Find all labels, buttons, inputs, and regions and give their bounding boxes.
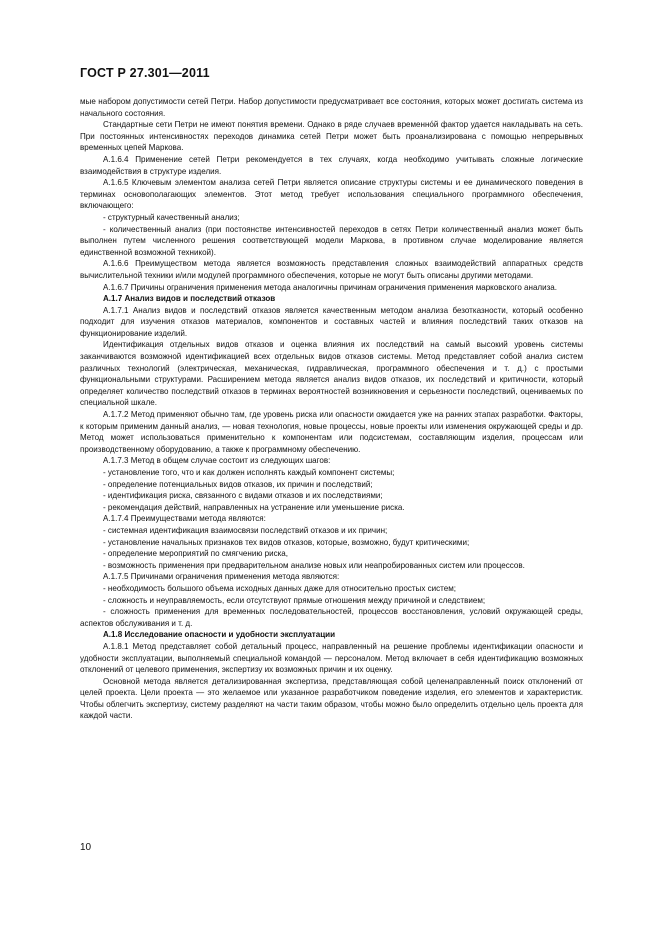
list-item: - установление того, что и как должен исполнять каждый компонент системы; [103, 468, 395, 477]
paragraph: А.1.7.1 Анализ видов и последствий отказов является качественным методом анализа безотказности, который особенно подходит для изучения отказов материалов, компонентов и составных частей и влияния последствий таких отказов на функционирование изделий. [80, 305, 583, 338]
section-heading: А.1.8 Исследование опасности и удобности эксплуатации [103, 630, 336, 640]
list-item: - определение потенциальных видов отказов, их причин и последствий; [103, 479, 373, 489]
list-item: - определение мероприятий по смягчению риска, [103, 549, 288, 559]
list-item: - количественный анализ (при постоянстве интенсивностей переходов в сетях Петри количественный анализ может быть выполнен путем численного решения соответствующей модели Маркова, в противном случае моделирование является единственной возможной техникой). [80, 224, 583, 257]
standard-header: ГОСТ Р 27.301—2011 [80, 66, 210, 80]
page-number: 10 [80, 842, 92, 853]
list-item: - установление начальных признаков тех видов отказов, которые, возможно, будут критическими; [103, 537, 470, 547]
paragraph: А.1.6.7 Причины ограничения применения метода аналогичны причинам ограничения применения марковского анализа. [103, 282, 558, 292]
list-item: - сложность применения для временных последовательностей, процессов восстановления, условий окружающей среды, аспектов обслуживания и т. д. [80, 607, 583, 628]
paragraph: Идентификация отдельных видов отказов и оценка влияния их последствий на самый высокий уровень системы заканчиваются возможной идентификацией всех отдельных видов отказов системы. Метод представляет собой анализ систем различных технологий (электрическая, механическая, гидравлическая, программного обеспечения и т. д.) с простыми функциональными структурами. Расширением метода является анализ видов отказов, их последствий и критичности, который определяет количество последствий отказов в терминах вероятностей возникновения и серьезности последствий, оцениваемых по специальной шкале. [80, 340, 583, 408]
list-item: - возможность применения при предварительном анализе новых или неапробированных систем или процессов. [103, 560, 525, 570]
paragraph: Основной метода является детализированная экспертиза, представляющая собой целенаправленный поиск отклонений от целей проекта. Цели проекта — это желаемое или указанное разработчиком поведение изделия, его элементов и характеристик. Чтобы облегчить экспертизу, систему разделяют на части таким образом, чтобы можно было определить отдельно цель проекта для каждой части. [80, 676, 583, 721]
list-item: - идентификация риска, связанного с видами отказов и их последствиями; [103, 491, 383, 501]
paragraph: А.1.7.3 Метод в общем случае состоит из следующих шагов: [103, 456, 331, 466]
document-body [80, 96, 583, 722]
list-item: - структурный качественный анализ; [103, 212, 240, 222]
paragraph: А.1.7.5 Причинами ограничения применения метода являются: [103, 572, 340, 582]
paragraph: А.1.6.4 Применение сетей Петри рекомендуется в тех случаях, когда необходимо учитывать сложные логические взаимодействия в структуре изделия. [80, 154, 583, 176]
paragraph: А.1.8.1 Метод представляет собой детальный процесс, направленный на решение проблемы идентификации опасности и удобности эксплуатации, выполняемый специальной командой — персоналом. Метод включает в себя идентификацию возможных отклонений от целевого применения, экспертизу их возможных причин и их оценку. [80, 641, 583, 675]
list-item: - необходимость большого объема исходных данных даже для относительно простых систем; [103, 583, 456, 593]
list-item: - рекомендация действий, направленных на устранение или уменьшение риска. [103, 502, 405, 512]
section-heading: А.1.7 Анализ видов и последствий отказов [103, 294, 276, 304]
paragraph: Стандартные сети Петри не имеют понятия времени. Однако в ряде случаев временно́й фактор удается накладывать на сеть. При постоянных интенсивностях переходов динамика сетей Петри может быть проанализирована с помощью непрерывных временных цепей Маркова. [80, 120, 583, 153]
list-item: - системная идентификация взаимосвязи последствий отказов и их причин; [103, 525, 388, 535]
paragraph: мые набором допустимости сетей Петри. Набор допустимости предусматривает все состояния, которых может достигать система из начального состояния. [80, 97, 583, 118]
paragraph: А.1.6.6 Преимуществом метода является возможность представления сложных взаимодействий аппаратных средств вычислительной техники и/или модулей программного обеспечения, которые не могут быть описаны другими методами. [80, 259, 583, 280]
paragraph: А.1.7.4 Преимуществами метода являются: [103, 514, 266, 524]
list-item: - сложность и неуправляемость, если отсутствуют прямые отношения между причиной и следствием; [103, 595, 486, 605]
paragraph: А.1.6.5 Ключевым элементом анализа сетей Петри является описание структуры системы и ее динамического поведения в терминах основополагающих элементов. Этот метод требует использования специального программного обеспечения, включающего: [80, 178, 583, 211]
paragraph: А.1.7.2 Метод применяют обычно там, где уровень риска или опасности ожидается уже на ранних этапах разработки. Факторы, к которым применим данный анализ, — новая технология, новые процессы, новые проекты или изменения окружающей среды и др. Метод может использоваться применительно к компонентам или подсистемам, составляющим изделия, процессам или производственному оборудованию, а также к программному обеспечению. [80, 410, 583, 454]
